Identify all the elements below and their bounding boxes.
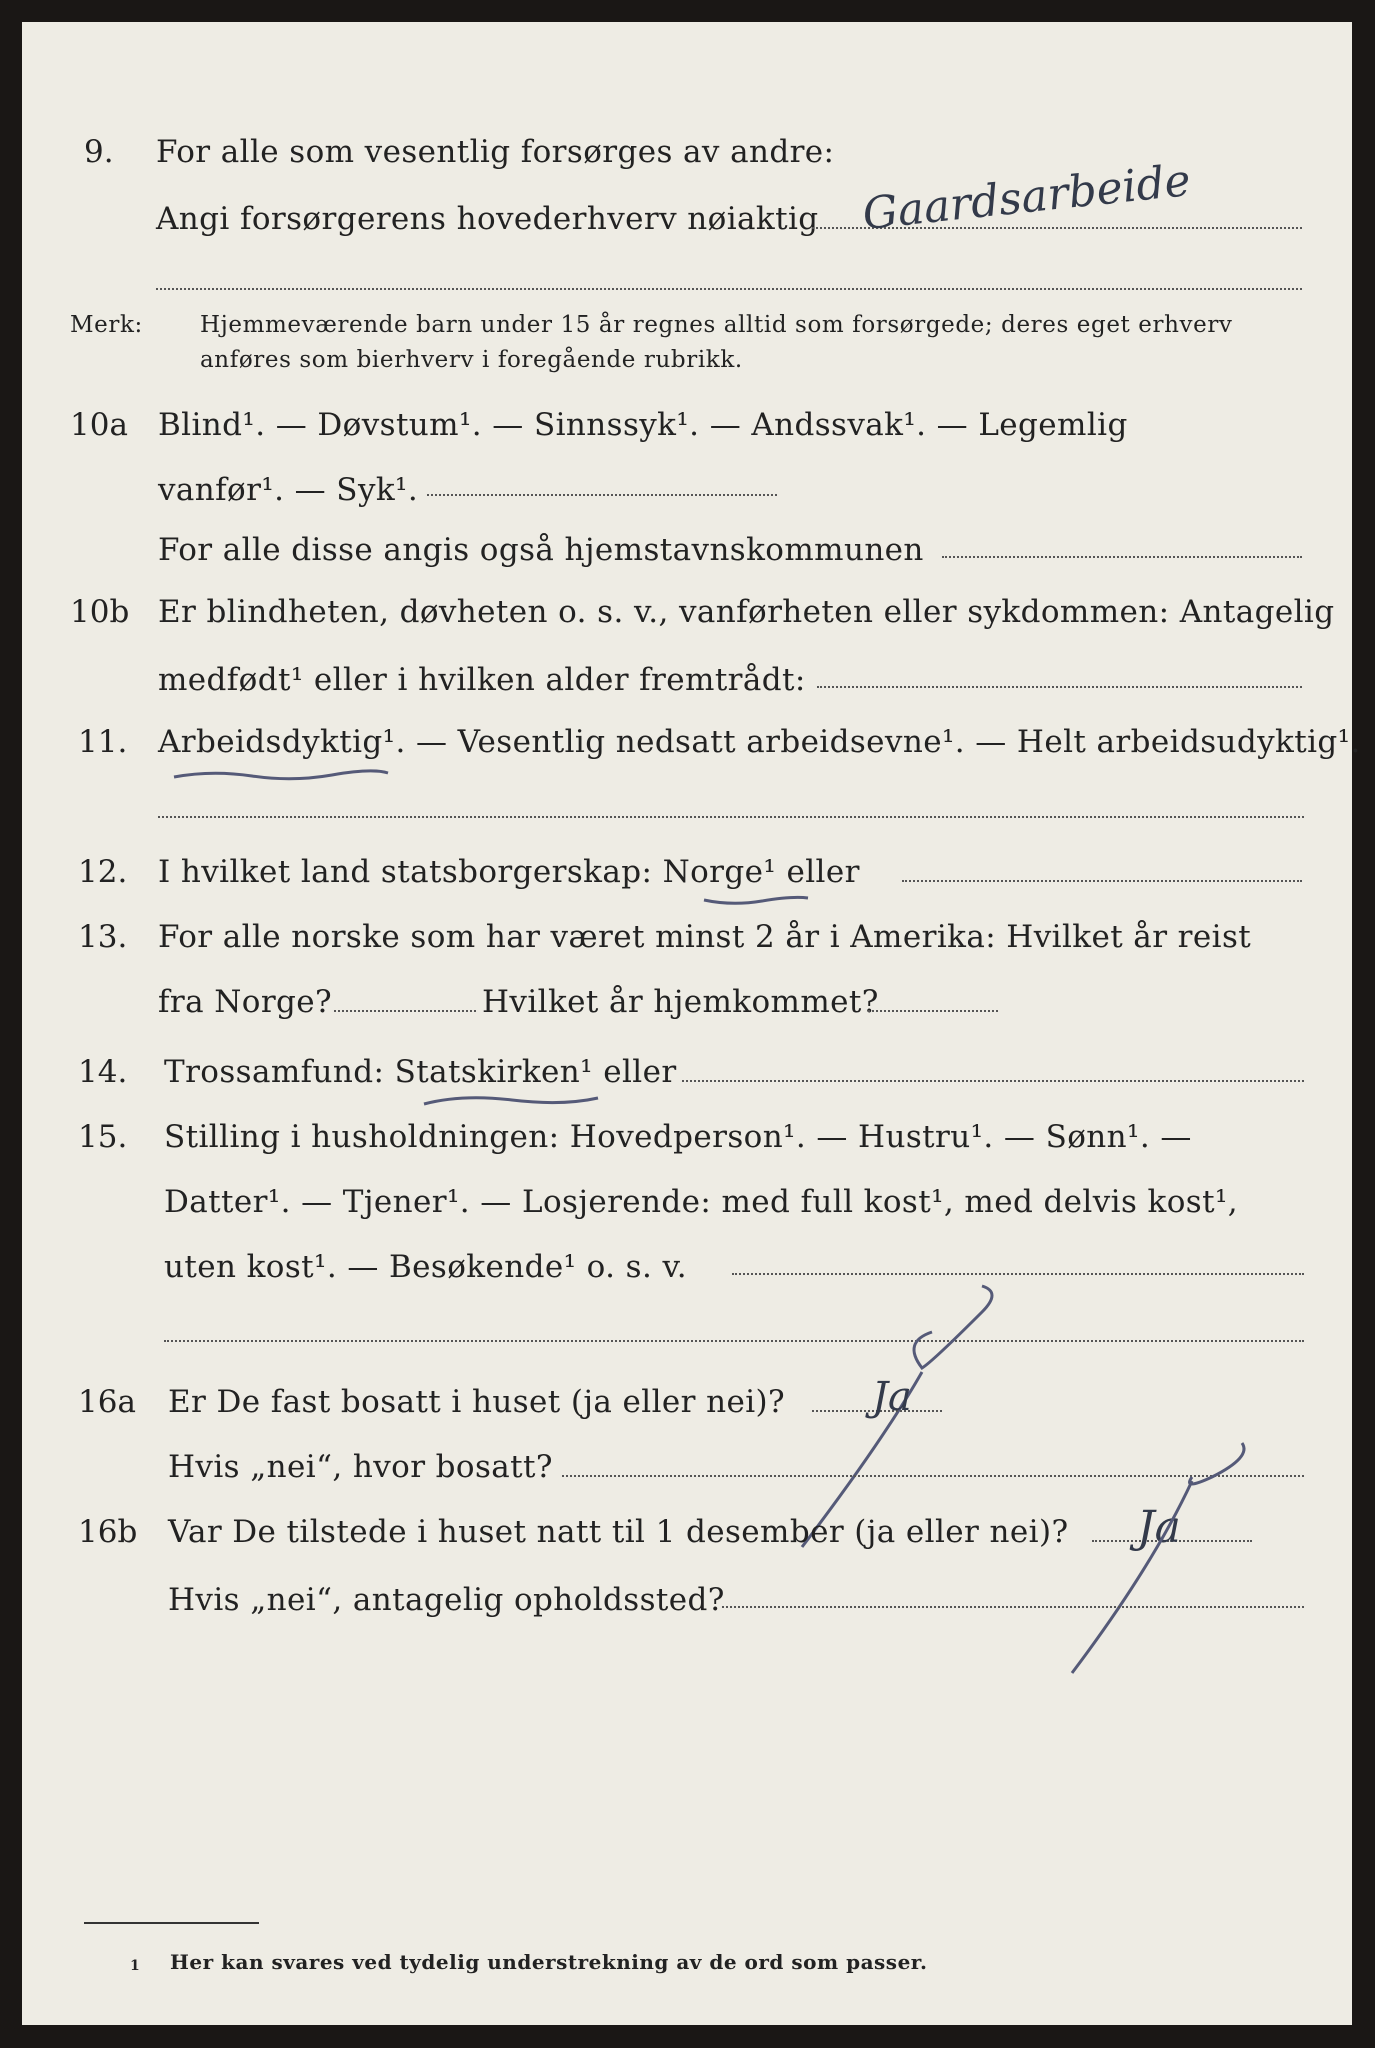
q9-line2: Angi forsørgerens hovederhverv nøiaktig [156,201,819,237]
census-form-page [22,22,1361,2025]
q11-line1: Arbeidsdyktig¹. — Vesentlig nedsatt arbeidsevne¹. — Helt arbeidsudyktig¹. [158,724,1361,760]
q14-underline-mark [422,1092,602,1110]
q10a-line2: vanfør¹. — Syk¹. [158,472,419,508]
q15-number: 15. [78,1119,128,1155]
q13-line1: For alle norske som har været minst 2 år i Amerika: Hvilket år reist [158,919,1252,955]
q9-line1: For alle som vesentlig forsørges av andre: [156,134,835,170]
q10a-line1: Blind¹. — Døvstum¹. — Sinnssyk¹. — Andssvak¹. — Legemlig [158,407,1128,443]
q16a-line1: Er De fast bosatt i huset (ja eller nei)? [168,1384,786,1420]
q15-line2: Datter¹. — Tjener¹. — Losjerende: med full kost¹, med delvis kost¹, [164,1184,1239,1220]
q9-answer-handwriting: Gaardsarbeide [860,154,1193,241]
q9-number: 9. [84,134,114,170]
q16a-answer-handwriting: Ja [872,1374,912,1420]
q16b-number: 16b [78,1514,138,1550]
q12-underline-mark [702,892,812,908]
q13-year-left-line [334,1010,476,1012]
footnote-marker: 1 [130,1958,141,1974]
q11-number: 11. [78,724,128,760]
q10a-kommune-line [942,556,1302,558]
q16a-number: 16a [78,1384,136,1420]
footnote-rule [84,1922,259,1924]
q11-extra-line [158,816,1304,818]
q10b-number: 10b [70,594,130,630]
q10b-line1: Er blindheten, døvheten o. s. v., vanførheten eller sykdommen: Antagelig [158,594,1335,630]
footnote-text: Her kan svares ved tydelig understrekning av de ord som passer. [170,1950,928,1974]
q13-line2a: fra Norge? [158,984,333,1020]
q15-line3: uten kost¹. — Besøkende¹ o. s. v. [164,1249,687,1285]
note-label: Merk: [70,312,143,338]
q16b-line1: Var De tilstede i huset natt til 1 desember (ja eller nei)? [168,1514,1069,1550]
q16b-line2: Hvis „nei“, antagelig opholdssted? [168,1582,725,1618]
q15-extra-line [164,1340,1304,1342]
q16a-line2: Hvis „nei“, hvor bosatt? [168,1449,553,1485]
q13-number: 13. [78,919,128,955]
q10b-line2: medfødt¹ eller i hvilken alder fremtrådt: [158,662,806,698]
q11-underline-mark [172,767,392,787]
q12-line1: I hvilket land statsborgerskap: Norge¹ eller [158,854,860,890]
q13-year-returned-line [868,1010,998,1012]
q16b-answer-handwriting: Ja [1137,1502,1181,1553]
handwritten-slash-mark-2 [1042,1437,1262,1677]
q15-answer-line [732,1273,1304,1275]
q10a-answer-line [427,494,777,496]
q14-number: 14. [78,1054,128,1090]
q12-number: 12. [78,854,128,890]
note-line1: Hjemmeværende barn under 15 år regnes alltid som forsørgede; deres eget erhverv [200,312,1233,338]
q9-extra-line [156,288,1302,290]
q12-answer-line [902,880,1302,882]
q13-line2b: Hvilket år hjemkommet? [482,984,879,1020]
note-line2: anføres som bierhverv i foregående rubrikk. [200,347,743,373]
q14-answer-line [682,1080,1304,1082]
q16b-where-line [722,1606,1304,1608]
q15-line1: Stilling i husholdningen: Hovedperson¹. — Hustru¹. — Sønn¹. — [164,1119,1192,1155]
q10b-answer-line [817,686,1302,688]
q14-line1: Trossamfund: Statskirken¹ eller [164,1054,677,1090]
q10a-line3: For alle disse angis også hjemstavnskommunen [158,532,924,568]
q10a-number: 10a [70,407,128,443]
